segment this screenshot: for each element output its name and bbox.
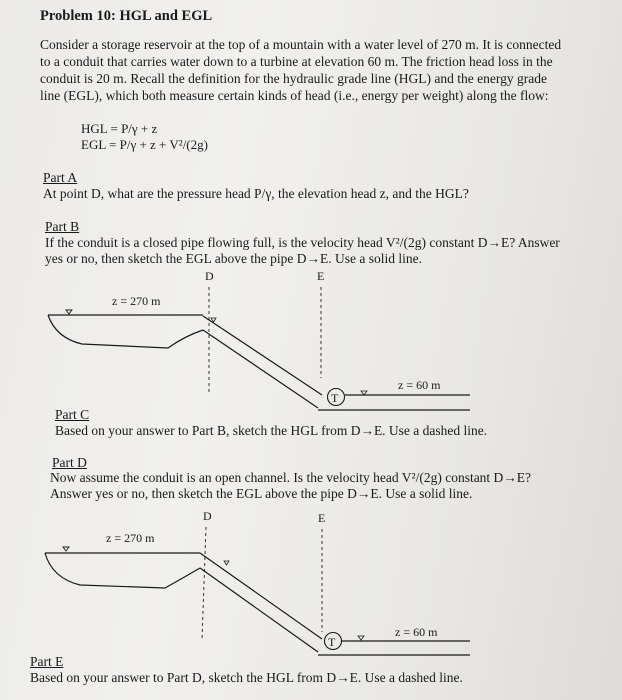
part-c-label: Part C <box>55 407 90 422</box>
turbine-level-label: z = 60 m <box>395 625 438 639</box>
part-d-line-1: Now assume the conduit is an open channel. Is the velocity head V²/(2g) constant D→E? <box>50 470 532 485</box>
part-b-line-2: yes or no, then sketch the EGL above the pipe D→E. Use a solid line. <box>45 251 423 266</box>
part-e-text: Based on your answer to Part D, sketch the HGL from D→E. Use a dashed line. <box>30 670 463 685</box>
egl-equation: EGL = P/γ + z + V²/(2g) <box>81 137 208 152</box>
point-e-label: E <box>317 269 325 283</box>
channel-level-icon <box>224 561 229 565</box>
turbine-level-label: z = 60 m <box>398 378 441 392</box>
turbine-label: T <box>331 391 339 405</box>
intro-line-2: to a conduit that carries water down to a turbine at elevation 60 m. The friction head loss in the <box>40 54 553 69</box>
problem-title: Problem 10: HGL and EGL <box>40 8 213 24</box>
part-b-line-1: If the conduit is a closed pipe flowing full, is the velocity head V²/(2g) constant D→E? Answer <box>45 235 560 250</box>
part-d-label: Part D <box>52 455 87 470</box>
water-level-icon <box>63 547 69 551</box>
part-a-label: Part A <box>43 170 78 185</box>
channel-bottom-wall <box>200 568 318 652</box>
section-d-line <box>202 527 206 640</box>
tailwater-level-icon <box>358 636 364 640</box>
part-a-text: At point D, what are the pressure head P/γ, the elevation head z, and the HGL? <box>43 186 469 201</box>
intro-line-1: Consider a storage reservoir at the top of a mountain with a water level of 270 m. It is connected <box>40 37 562 52</box>
point-d-label: D <box>205 269 214 283</box>
part-c-text: Based on your answer to Part B, sketch the HGL from D→E. Use a dashed line. <box>55 423 488 438</box>
part-e-label: Part E <box>30 654 64 669</box>
intro-line-3: conduit is 20 m. Recall the definition for the hydraulic grade line (HGL) and the energy grade <box>40 71 547 86</box>
reservoir-level-label: z = 270 m <box>106 531 155 545</box>
intro-line-4: line (EGL), which both measure certain kinds of head (i.e., energy per weight) along the flow: <box>40 88 549 103</box>
point-e-label: E <box>318 511 326 525</box>
hgl-equation: HGL = P/γ + z <box>81 121 158 136</box>
part-b-label: Part B <box>45 219 80 234</box>
reservoir-level-label: z = 270 m <box>112 294 161 308</box>
part-d-line-2: Answer yes or no, then sketch the EGL above the pipe D→E. Use a solid line. <box>50 486 473 501</box>
point-d-label: D <box>203 509 212 523</box>
reservoir-basin <box>45 553 200 588</box>
turbine-label: T <box>328 635 336 649</box>
channel-top-wall <box>200 553 322 639</box>
